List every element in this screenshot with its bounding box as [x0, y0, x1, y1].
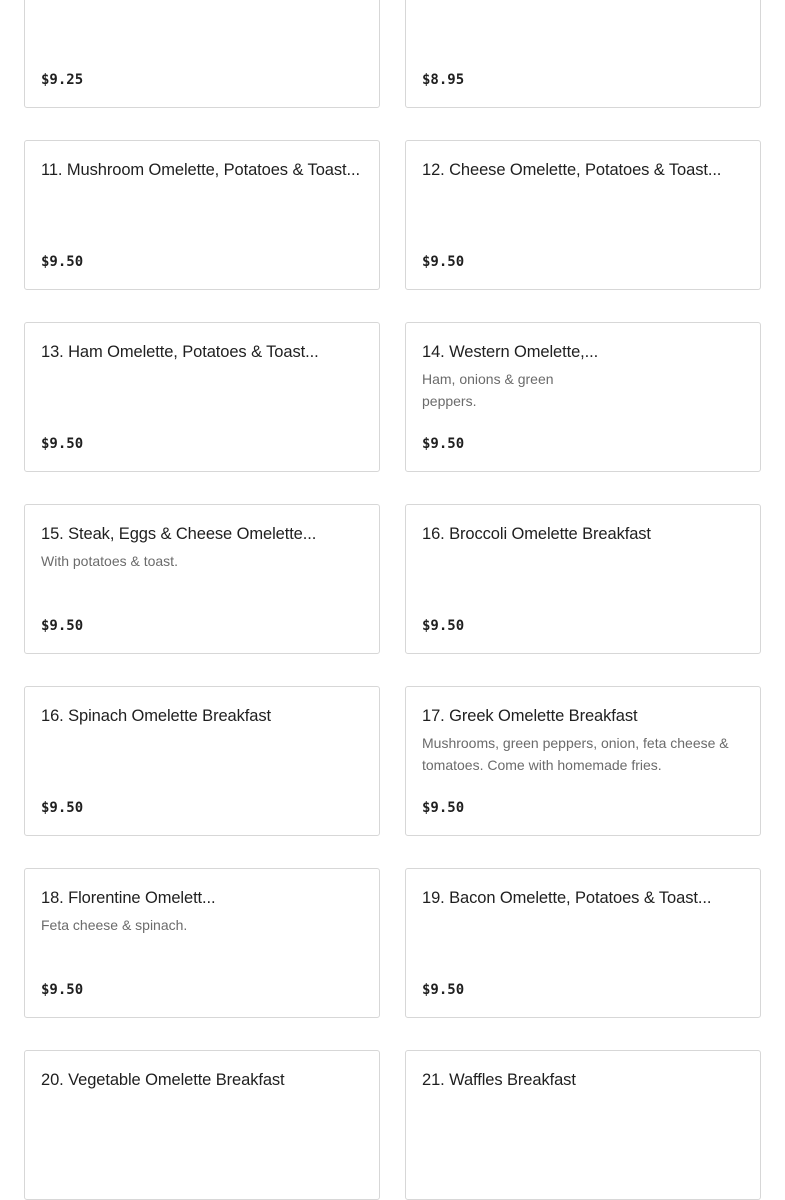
- menu-item-card[interactable]: [405, 0, 761, 108]
- menu-item-price: $9.50: [41, 982, 84, 998]
- menu-item-card[interactable]: [24, 686, 380, 836]
- menu-item-title: 18. Florentine Omelett...: [41, 889, 216, 907]
- menu-item-grid: [24, 0, 761, 1200]
- menu-item-price: $9.25: [41, 72, 84, 88]
- menu-item-title: 16. Spinach Omelette Breakfast: [41, 707, 271, 725]
- menu-item-card[interactable]: [405, 322, 761, 472]
- menu-item-title: 11. Mushroom Omelette, Potatoes & Toast...: [41, 161, 360, 179]
- menu-item-description: Ham, onions & green peppers.: [422, 371, 554, 409]
- menu-item-price: $9.50: [41, 254, 84, 270]
- menu-item-card[interactable]: [405, 868, 761, 1018]
- menu-item-card[interactable]: [405, 140, 761, 290]
- menu-item-card[interactable]: [24, 322, 380, 472]
- menu-item-title: 13. Ham Omelette, Potatoes & Toast...: [41, 343, 319, 361]
- menu-item-description: With potatoes & toast.: [41, 553, 178, 569]
- menu-item-title: 19. Bacon Omelette, Potatoes & Toast...: [422, 889, 712, 907]
- menu-item-price: $9.50: [422, 618, 465, 634]
- menu-item-price: $9.50: [422, 254, 465, 270]
- menu-item-price: $9.50: [41, 436, 84, 452]
- menu-item-card[interactable]: [24, 504, 380, 654]
- menu-item-price: $9.50: [422, 982, 465, 998]
- menu-item-price: $8.95: [422, 72, 465, 88]
- menu-item-description: Feta cheese & spinach.: [41, 917, 188, 933]
- menu-item-price: $9.50: [422, 436, 465, 452]
- menu-item-price: $9.50: [422, 800, 465, 816]
- menu-item-title: 17. Greek Omelette Breakfast: [422, 707, 638, 725]
- menu-item-card[interactable]: [24, 1050, 380, 1200]
- menu-item-card[interactable]: [405, 504, 761, 654]
- menu-item-title: 15. Steak, Eggs & Cheese Omelette...: [41, 525, 317, 543]
- menu-item-price: $9.50: [41, 618, 84, 634]
- menu-item-title: 20. Vegetable Omelette Breakfast: [41, 1071, 285, 1089]
- menu-item-card[interactable]: [24, 0, 380, 108]
- menu-item-title: 14. Western Omelette,...: [422, 343, 599, 361]
- menu-item-title: 12. Cheese Omelette, Potatoes & Toast...: [422, 161, 722, 179]
- menu-item-card[interactable]: [405, 686, 761, 836]
- menu-item-price: $9.50: [41, 800, 84, 816]
- menu-item-title: 16. Broccoli Omelette Breakfast: [422, 525, 651, 543]
- menu-item-card[interactable]: [405, 1050, 761, 1200]
- menu-item-card[interactable]: [24, 140, 380, 290]
- menu-item-card[interactable]: [24, 868, 380, 1018]
- menu-item-title: 21. Waffles Breakfast: [422, 1071, 576, 1089]
- menu-item-description: Mushrooms, green peppers, onion, feta cheese & tomatoes. Come with homemade fries.: [422, 735, 729, 773]
